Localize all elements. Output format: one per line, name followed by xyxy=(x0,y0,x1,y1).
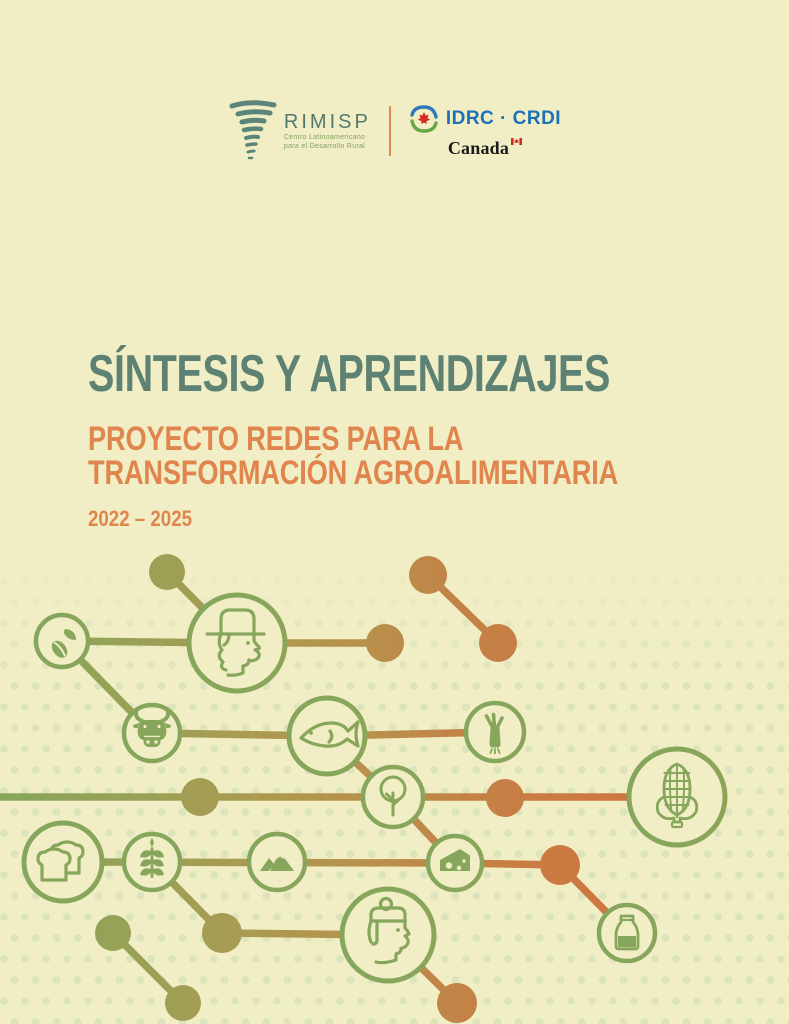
fish-node xyxy=(289,698,365,774)
tree-node xyxy=(363,767,423,827)
spring-onion-node xyxy=(466,703,524,761)
corn-node xyxy=(629,749,725,845)
rimisp-logo xyxy=(228,98,371,164)
title-block xyxy=(88,345,748,532)
header-logos xyxy=(0,98,789,164)
rimisp-swirl-icon xyxy=(228,98,278,164)
canada-flag-icon xyxy=(511,138,522,145)
rimisp-tagline-line1: Centro Latinoamericano xyxy=(283,134,366,141)
rimisp-name: RIMISP xyxy=(283,111,371,133)
bread-node xyxy=(24,823,102,901)
idrc-wordmark: IDRC · CRDI xyxy=(445,107,562,129)
period-text: 2022 – 2025 xyxy=(88,506,192,531)
bread-slices-icon xyxy=(24,823,102,901)
coffee-node xyxy=(36,615,88,667)
rimisp-tagline-line2: para el Desarrollo Rural xyxy=(283,143,366,150)
logo-divider xyxy=(389,106,391,156)
mountains-node xyxy=(249,834,305,890)
cow-node xyxy=(124,705,180,761)
subtitle xyxy=(88,420,619,492)
idrc-emblem-icon xyxy=(409,104,439,134)
woman-node xyxy=(342,889,434,981)
idrc-logo xyxy=(409,104,561,159)
canada-wordmark: Canada xyxy=(448,138,522,159)
subtitle-line2: TRANSFORMACIÓN AGROALIMENTARIA xyxy=(88,454,619,492)
wheat-node xyxy=(124,834,180,890)
cheese-node xyxy=(428,836,482,890)
farmer-node xyxy=(189,595,285,691)
subtitle-line1: PROYECTO REDES PARA LA xyxy=(88,420,464,458)
page-title: SÍNTESIS Y APRENDIZAJES xyxy=(88,345,611,403)
milk-node xyxy=(599,905,655,961)
network-junction-dots xyxy=(95,554,580,1023)
